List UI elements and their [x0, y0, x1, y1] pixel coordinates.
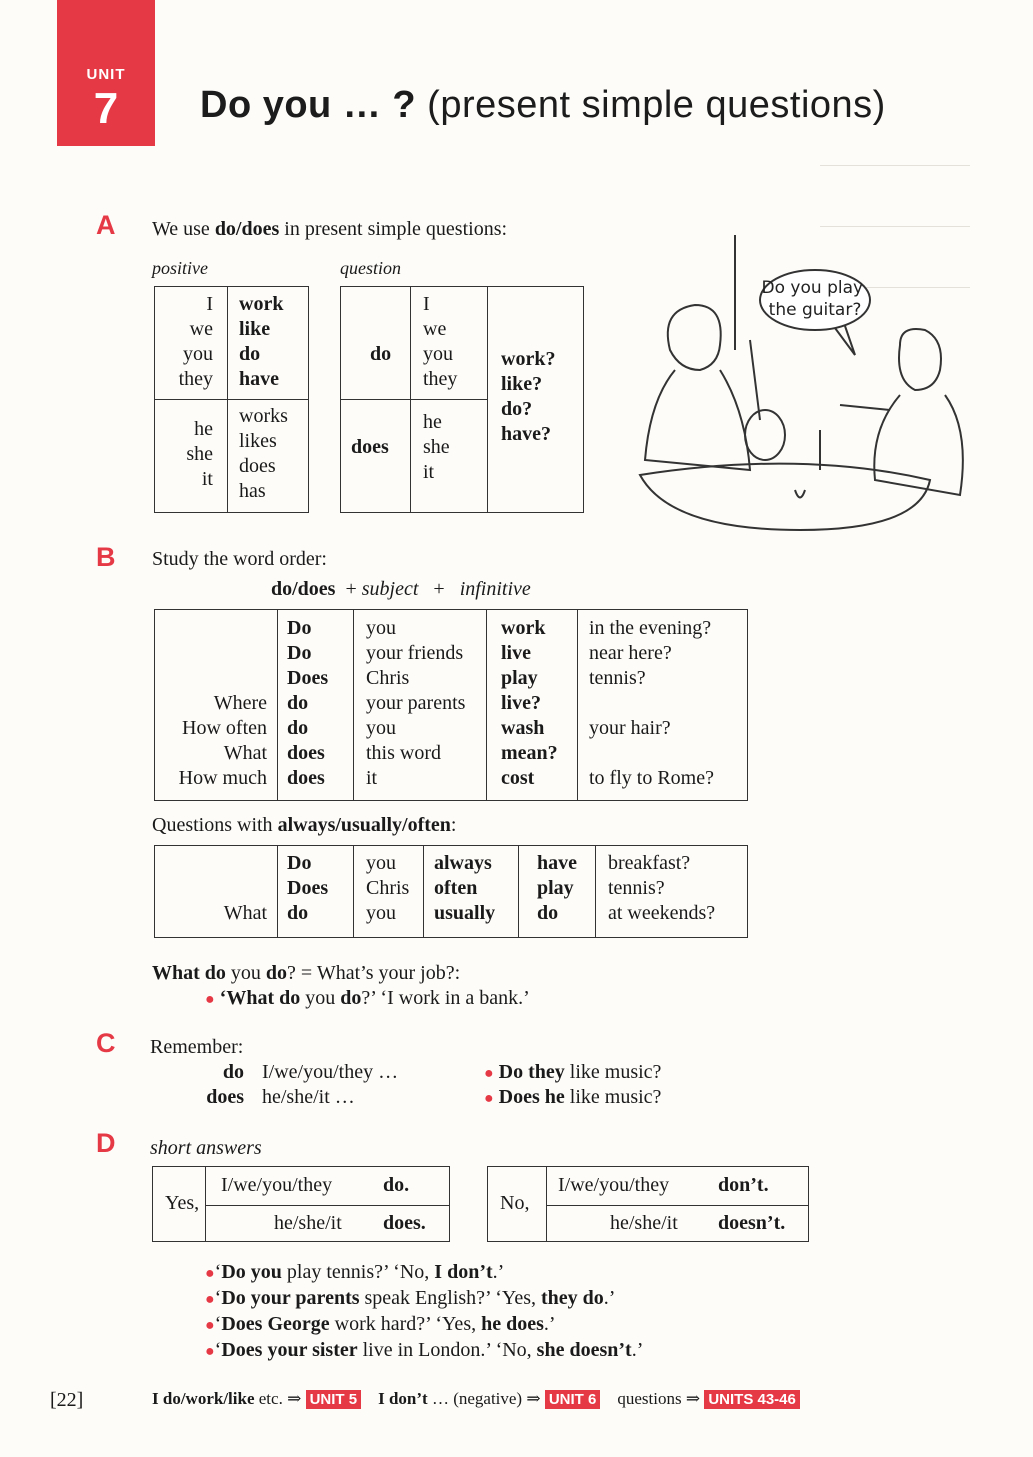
unit-label: UNIT: [86, 66, 126, 83]
section-b-intro: Study the word order:: [152, 548, 327, 570]
adv-adverb-column: always often usually: [434, 852, 496, 924]
q-aux-do: do: [370, 343, 392, 365]
short-answer-examples: [205, 1260, 643, 1364]
q-subjects-singular: he she it: [423, 411, 450, 483]
section-c-intro: Remember:: [150, 1036, 244, 1058]
no-answers-table: [487, 1166, 809, 1242]
section-a-letter: A: [96, 210, 116, 240]
rest-column: in the evening? near here? tennis? your hair? to fly to Rome?: [589, 617, 714, 789]
adv-wh-column: What: [223, 902, 267, 924]
adv-aux-column: Do Does do: [287, 852, 329, 924]
section-d-letter: D: [96, 1128, 116, 1158]
units-43-46-link[interactable]: UNITS 43-46: [704, 1390, 800, 1409]
no-subject-singular: he/she/it: [610, 1212, 678, 1234]
section-c-letter: C: [96, 1028, 116, 1058]
page-title: Do you … ? (present simple questions): [200, 84, 886, 126]
no-label: No,: [500, 1192, 530, 1214]
yes-answers-table: [152, 1166, 450, 1242]
what-do-you-do-example: ● ‘What do you do?’ ‘I work in a bank.’: [205, 987, 530, 1009]
q-subjects-plural: I we you they: [423, 293, 458, 390]
unit-5-link[interactable]: UNIT 5: [306, 1390, 362, 1409]
adv-rest-column: breakfast? tennis? at weekends?: [608, 852, 716, 924]
adverb-table: [154, 845, 748, 938]
remember-example-2: ● Does he like music?: [484, 1086, 662, 1108]
page-number: [22]: [50, 1389, 84, 1411]
short-answer-example: ●‘Do you play tennis?’ ‘No, I don’t.’: [205, 1261, 505, 1283]
q-verbs: work? like? do? have?: [501, 348, 556, 445]
word-order-table: [154, 609, 748, 801]
pos-verbs-s: works likes does has: [239, 405, 288, 502]
yes-subject-singular: he/she/it: [274, 1212, 342, 1234]
adv-verb-column: have play do: [537, 852, 577, 924]
pos-subjects-singular: he she it: [186, 418, 213, 490]
yes-label: Yes,: [165, 1192, 200, 1214]
no-verb-doesnt: doesn’t.: [718, 1212, 786, 1234]
adverb-intro: Questions with always/usually/often:: [152, 814, 457, 836]
q-aux-does: does: [351, 436, 389, 458]
no-verb-dont: don’t.: [718, 1174, 769, 1196]
pos-verbs-base: work like do have: [239, 293, 284, 390]
short-answer-example: ●‘Does George work hard?’ ‘Yes, he does.’: [205, 1313, 556, 1335]
word-order-formula: do/does + subject + infinitive: [271, 578, 531, 600]
infinitive-column: work live play live? wash mean? cost: [501, 617, 558, 789]
unit-number: 7: [93, 84, 119, 133]
positive-table: [154, 286, 309, 513]
short-answer-example: ●‘Do your parents speak English?’ ‘Yes, they do.’: [205, 1287, 616, 1309]
yes-verb-do: do.: [383, 1174, 410, 1196]
short-answer-example: ●‘Does your sister live in London.’ ‘No, she doesn’t.’: [205, 1339, 644, 1361]
short-answers-label: short answers: [150, 1137, 262, 1159]
section-b-letter: B: [96, 542, 116, 572]
what-do-you-do-line: What do you do? = What’s your job?:: [152, 962, 461, 984]
wh-column: Where How often What How much: [178, 692, 267, 789]
aux-column: Do Do Does do do does does: [287, 617, 329, 789]
adv-subject-column: you Chris you: [366, 852, 410, 924]
does-subjects: he/she/it …: [262, 1086, 355, 1108]
couple-guitar-illustration: [600, 230, 1000, 550]
yes-subject-plural: I/we/you/they: [221, 1174, 333, 1196]
no-subject-plural: I/we/you/they: [558, 1174, 670, 1196]
positive-label: positive: [152, 258, 208, 278]
section-a-intro: We use do/does in present simple questions:: [152, 218, 508, 240]
speech-bubble-line: Do you play: [761, 278, 864, 298]
unit-6-link[interactable]: UNIT 6: [545, 1390, 601, 1409]
pos-subjects-plural: I we you they: [178, 293, 213, 390]
question-label: question: [340, 258, 401, 278]
remember-example-1: ● Do they like music?: [484, 1061, 662, 1083]
speech-bubble-line: the guitar?: [768, 300, 862, 320]
unit-tab: [57, 0, 155, 146]
question-table: [340, 286, 584, 513]
yes-verb-does: does.: [383, 1212, 426, 1234]
footer-cross-references: I do/work/like etc. ⇒ UNIT 5 I don’t … (negative) ⇒ UNIT 6 questions ⇒ UNITS 43-46: [152, 1389, 800, 1409]
do-subjects: I/we/you/they …: [262, 1061, 399, 1083]
subject-column: you your friends Chris your parents you this word it: [366, 617, 466, 789]
does-word: does: [206, 1086, 244, 1108]
do-word: do: [222, 1061, 244, 1083]
